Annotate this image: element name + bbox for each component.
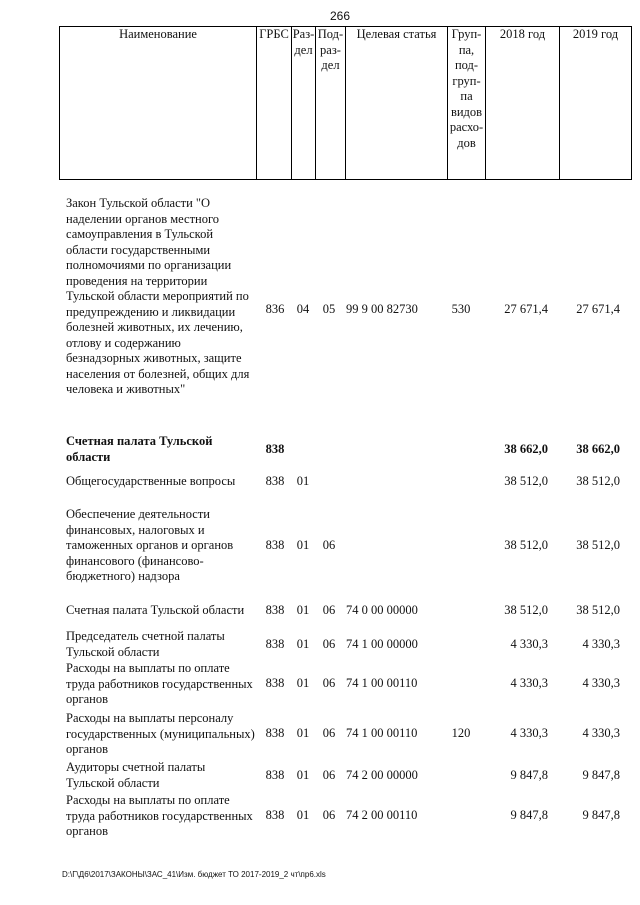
- header-2019: 2019 год: [560, 27, 632, 180]
- row-grbs: 838: [265, 603, 285, 617]
- page-number: 266: [329, 9, 351, 23]
- row-podrazdel: 06: [322, 676, 336, 690]
- row-podrazdel: 06: [322, 603, 336, 617]
- row-2019: 38 662,0: [576, 442, 620, 456]
- row-2018: 9 847,8: [510, 768, 548, 782]
- row-grbs: 838: [265, 442, 285, 456]
- row-podrazdel: 06: [322, 538, 336, 552]
- row-grbs: 838: [265, 768, 285, 782]
- row-razdel: 01: [296, 603, 310, 617]
- row-2018: 38 512,0: [504, 538, 548, 552]
- row-podrazdel: 06: [322, 768, 336, 782]
- row-article: 99 9 00 82730: [346, 302, 418, 316]
- row-grbs: 836: [265, 302, 285, 316]
- row-2018: 4 330,3: [510, 676, 548, 690]
- row-2018: 9 847,8: [510, 808, 548, 822]
- row-group: 120: [451, 726, 471, 740]
- row-name: Счетная палата Тульской области: [66, 603, 245, 617]
- row-2019: 38 512,0: [576, 538, 620, 552]
- header-razdel: Раз-дел: [292, 27, 316, 180]
- header-name: Наименование: [60, 27, 257, 180]
- row-2019: 9 847,8: [582, 768, 620, 782]
- row-razdel: 04: [296, 302, 310, 316]
- row-article: 74 1 00 00110: [346, 676, 418, 690]
- row-2018: 38 512,0: [504, 474, 548, 488]
- row-article: 74 2 00 00110: [346, 808, 418, 822]
- row-2018: 38 662,0: [504, 442, 548, 456]
- row-podrazdel: 06: [322, 808, 336, 822]
- row-article: 74 1 00 00000: [346, 637, 418, 651]
- header-grbs: ГРБС: [257, 27, 292, 180]
- row-grbs: 838: [265, 538, 285, 552]
- row-razdel: 01: [296, 676, 310, 690]
- header-article: Целевая статья: [346, 27, 448, 180]
- row-name: Общегосударственные вопросы: [66, 474, 236, 488]
- row-article: 74 2 00 00000: [346, 768, 418, 782]
- row-article: 74 0 00 00000: [346, 603, 418, 617]
- row-name: Расходы на выплаты по оплате труда работников государственных органов: [66, 661, 253, 706]
- row-2019: 4 330,3: [582, 676, 620, 690]
- row-name: Аудиторы счетной палаты Тульской области: [66, 760, 206, 790]
- footer-file-path: D:\Г\Д6\2017\ЗАКОНЫ\ЗАС_41\Изм. бюджет ТО 2017-2019_2 чт\пр6.xls: [62, 870, 326, 879]
- row-razdel: 01: [296, 808, 310, 822]
- row-razdel: 01: [296, 538, 310, 552]
- row-2019: 38 512,0: [576, 474, 620, 488]
- row-grbs: 838: [265, 637, 285, 651]
- row-name: Председатель счетной палаты Тульской области: [66, 629, 225, 659]
- row-2018: 27 671,4: [504, 302, 548, 316]
- header-podrazdel: Под-раз-дел: [316, 27, 346, 180]
- row-name: Обеспечение деятельности финансовых, налоговых и таможенных органов и органов финансового (финансово-бюджетного) надзора: [66, 507, 234, 583]
- row-2018: 38 512,0: [504, 603, 548, 617]
- row-grbs: 838: [265, 808, 285, 822]
- row-name: Расходы на выплаты по оплате труда работников государственных органов: [66, 793, 253, 838]
- row-name: Счетная палата Тульской области: [66, 434, 213, 464]
- row-2018: 4 330,3: [510, 637, 548, 651]
- row-2019: 9 847,8: [582, 808, 620, 822]
- row-grbs: 838: [265, 676, 285, 690]
- row-grbs: 838: [265, 474, 285, 488]
- row-razdel: 01: [296, 637, 310, 651]
- row-2019: 27 671,4: [576, 302, 620, 316]
- row-podrazdel: 06: [322, 726, 336, 740]
- row-article: 74 1 00 00110: [346, 726, 418, 740]
- row-2019: 38 512,0: [576, 603, 620, 617]
- row-group: 530: [451, 302, 471, 316]
- row-name: Расходы на выплаты персоналу государственных (муниципальных) органов: [66, 711, 255, 756]
- table-header: [59, 26, 632, 180]
- row-razdel: 01: [296, 768, 310, 782]
- row-grbs: 838: [265, 726, 285, 740]
- row-2019: 4 330,3: [582, 637, 620, 651]
- row-2018: 4 330,3: [510, 726, 548, 740]
- row-razdel: 01: [296, 726, 310, 740]
- row-podrazdel: 06: [322, 637, 336, 651]
- row-2019: 4 330,3: [582, 726, 620, 740]
- header-2018: 2018 год: [486, 27, 560, 180]
- row-podrazdel: 05: [322, 302, 336, 316]
- header-group: Груп-па, под-груп-па видов расхо-дов: [448, 27, 486, 180]
- row-razdel: 01: [296, 474, 310, 488]
- row-name: Закон Тульской области "О наделении органов местного самоуправления в Тульской области государственными полномочиями по организации проведения на территории Тульской области мероприятий по предупреждению и ликвидации болезней животных, их лечению, отлову и содержанию безнадзорных животных, защите населения от болезней, общих для человека и животных": [66, 196, 250, 396]
